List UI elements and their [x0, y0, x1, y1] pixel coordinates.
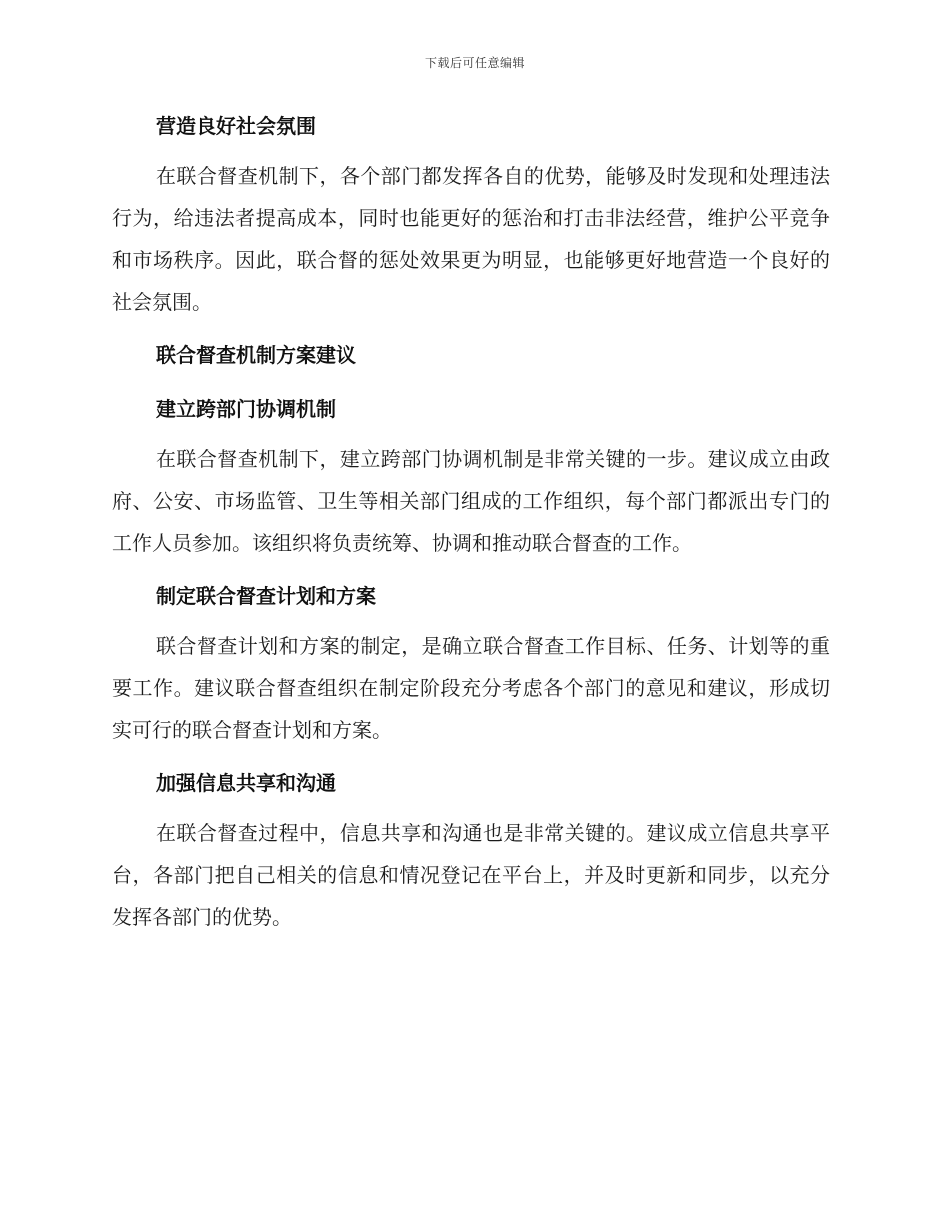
section-heading-info-sharing: 加强信息共享和沟通: [156, 771, 336, 795]
section-paragraph-atmosphere: 在联合督查机制下，各个部门都发挥各自的优势，能够及时发现和处理违法行为，给违法者提高成本，同时也能更好的惩治和打击非法经营，维护公平竞争和市场秩序。因此，联合督的惩处效果更为明显，也能够更好地营造一个良好的社会氛围。: [112, 164, 830, 314]
section-heading-plan: 制定联合督查计划和方案: [156, 584, 376, 608]
document-body: [112, 108, 830, 938]
section-heading-proposals: 联合督查机制方案建议: [156, 343, 356, 367]
section-heading-atmosphere: 营造良好社会氛围: [156, 114, 316, 138]
page-header: 下载后可任意编辑: [424, 56, 525, 70]
section-heading-coordination: 建立跨部门协调机制: [156, 397, 336, 421]
section-paragraph-coordination: 在联合督查机制下，建立跨部门协调机制是非常关键的一步。建议成立由政府、公安、市场监管、卫生等相关部门组成的工作组织，每个部门都派出专门的工作人员参加。该组织将负责统筹、协调和推动联合督查的工作。: [112, 447, 830, 555]
section-paragraph-info-sharing: 在联合督查过程中，信息共享和沟通也是非常关键的。建议成立信息共享平台，各部门把自己相关的信息和情况登记在平台上，并及时更新和同步，以充分发挥各部门的优势。: [112, 821, 830, 929]
section-paragraph-plan: 联合督查计划和方案的制定，是确立联合督查工作目标、任务、计划等的重要工作。建议联合督查组织在制定阶段充分考虑各个部门的意见和建议，形成切实可行的联合督查计划和方案。: [112, 634, 830, 742]
